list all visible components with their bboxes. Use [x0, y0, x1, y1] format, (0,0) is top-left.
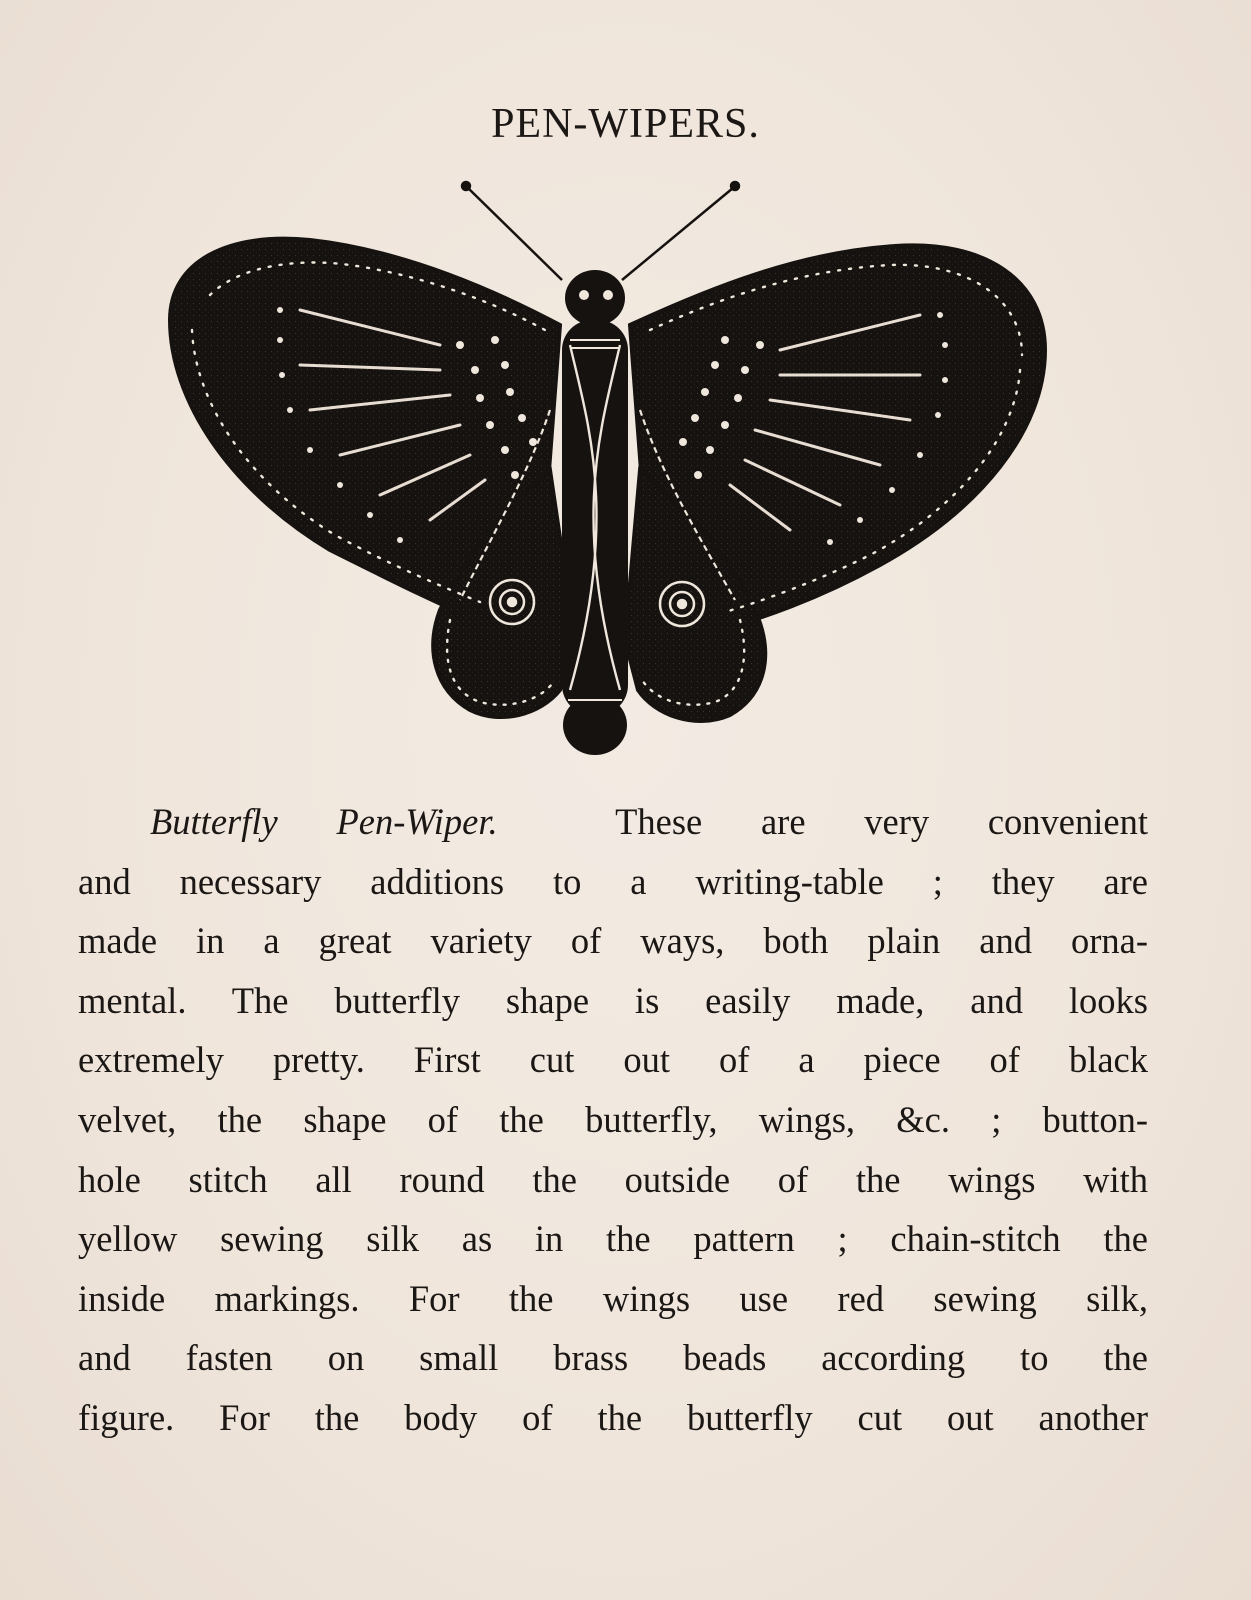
butterfly-body [562, 270, 628, 755]
text-line: hole stitch all round the outside of the wings with [78, 1158, 1148, 1200]
text-line: inside markings. For the wings use red sewing silk, [78, 1277, 1148, 1319]
antennae [462, 182, 739, 280]
text-line: and necessary additions to a writing-table ; they are [78, 860, 1148, 902]
text-line: yellow sewing silk as in the pattern ; chain-stitch the [78, 1218, 1148, 1260]
text-line: velvet, the shape of the butterfly, wings, &c. ; button- [78, 1098, 1148, 1140]
figure-caption: Butterfly Pen-Wiper. [150, 801, 498, 842]
text-line: made in a great variety of ways, both plain and orna- [78, 920, 1148, 962]
text-line: and fasten on small brass beads according to the [78, 1337, 1148, 1379]
text-line [78, 792, 1148, 852]
text-line: mental. The butterfly shape is easily made, and looks [78, 979, 1148, 1021]
text-line: figure. For the body of the butterfly cut out another [78, 1396, 1148, 1438]
text-line: extremely pretty. First cut out of a piece of black [78, 1039, 1148, 1081]
butterfly-pen-wiper-illustration [150, 170, 1090, 780]
page-heading: PEN-WIPERS. [491, 101, 760, 147]
body-text [78, 792, 1148, 1448]
text-line-content: These are very convenient [615, 801, 1148, 842]
